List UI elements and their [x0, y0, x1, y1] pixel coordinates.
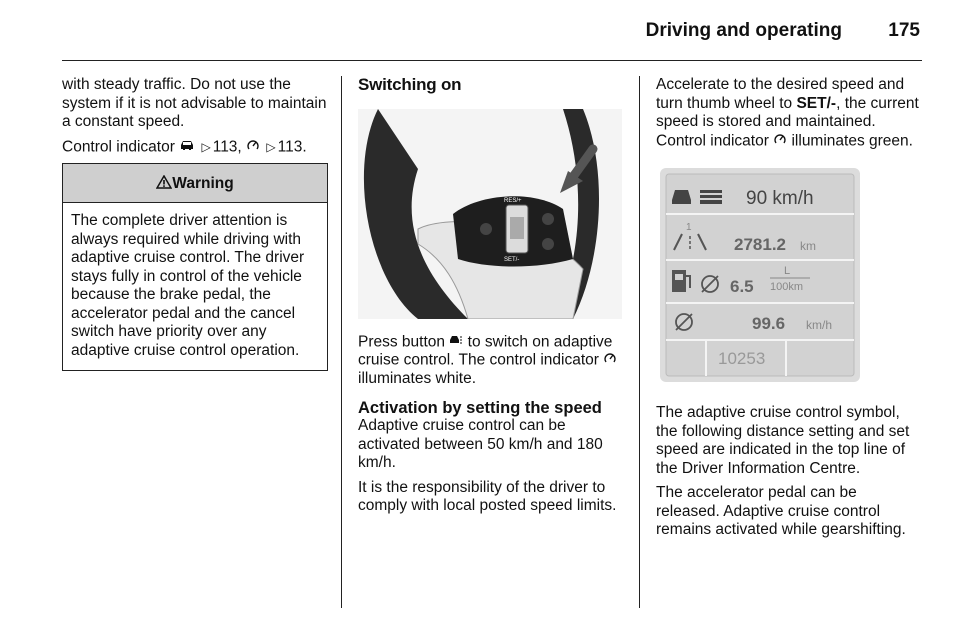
dic-average-speed: 99.6	[752, 314, 786, 334]
warning-triangle-icon	[156, 165, 172, 204]
wheel-label-res: RES/+	[504, 197, 522, 204]
dic-odometer: 10253	[718, 349, 766, 369]
page-reference-1[interactable]: 113,	[212, 137, 242, 155]
paragraph-symbol: The adaptive cruise control symbol, the following distance setting and set speed are indicated in the top line of the Driver Information Centre.	[656, 404, 910, 477]
paragraph-press-button	[358, 333, 626, 389]
accelerate-text-continued: , the current speed is stored and maintained. Control indicator	[656, 94, 919, 149]
page-header	[0, 18, 960, 48]
page-header-title: Driving and operating	[645, 20, 842, 41]
adaptive-cruise-icon	[449, 333, 463, 352]
accelerate-text: Accelerate to the desired speed and turn thumb wheel to	[656, 76, 905, 112]
column-divider-right	[639, 76, 640, 608]
steering-wheel-illustration	[358, 109, 622, 319]
cruise-control-icon	[603, 351, 617, 370]
set-label: SET/-	[796, 94, 837, 112]
page-reference-2[interactable]: 113.	[277, 137, 307, 155]
control-indicator-label: Control indicator	[62, 137, 175, 155]
warning-box	[62, 163, 328, 371]
paragraph-pedal: The accelerator pedal can be released. Adaptive cruise control remains activated while gearshifting.	[656, 484, 906, 539]
column-right	[656, 76, 924, 546]
paragraph-speed-range: Adaptive cruise control can be activated between 50 km/h and 180 km/h.	[358, 417, 603, 472]
dic-set-speed: 90 km/h	[746, 188, 814, 210]
column-divider-left	[341, 76, 342, 608]
dic-trip-distance: 2781.2	[734, 235, 786, 255]
warning-header	[63, 164, 327, 203]
wheel-label-set: SET/-	[504, 256, 520, 263]
paragraph-steady-traffic: with steady traffic. Do not use the system if it is not advisable to maintain a constant speed.	[62, 76, 327, 130]
warning-heading: Warning	[172, 175, 234, 193]
paragraph-responsibility: It is the responsibility of the driver to comply with local posted speed limits.	[358, 478, 617, 515]
dic-average-speed-unit: km/h	[806, 318, 833, 333]
driver-information-centre-display	[660, 168, 860, 382]
page-reference-icon: ▷	[266, 139, 276, 154]
press-button-text: Press button	[358, 332, 446, 350]
dic-fuel-consumption: 6.5	[730, 277, 754, 297]
press-button-text-continued: to switch on adaptive cruise control. The control indicator	[358, 332, 613, 369]
cruise-control-icon	[246, 138, 260, 157]
press-button-text-end: illuminates white.	[358, 370, 477, 388]
subsection-title-activation: Activation by setting the speed	[358, 398, 602, 417]
page-reference-icon: ▷	[201, 139, 211, 154]
dic-consumption-unit-top: L	[784, 265, 791, 278]
cruise-control-icon	[773, 132, 787, 151]
column-left	[62, 76, 330, 371]
warning-text: The complete driver attention is always required while driving with adaptive cruise control. The driver stays fully in control of the vehicle because the brake pedal, the accelerator pedal and the cancel switch have priority over any adaptive cruise control operation.	[71, 212, 305, 359]
page-number: 175	[888, 20, 920, 41]
header-rule	[62, 60, 922, 61]
accelerate-text-end: illuminates green.	[791, 131, 913, 149]
paragraph-accelerate	[656, 76, 924, 150]
column-middle	[358, 76, 626, 522]
car-icon	[179, 138, 195, 157]
dic-trip-distance-unit: km	[800, 239, 816, 254]
dic-range-digit: 1	[686, 222, 692, 234]
paragraph-control-indicator	[62, 138, 330, 157]
dic-consumption-unit-bottom: 100km	[770, 281, 804, 294]
section-title-switching-on: Switching on	[358, 75, 462, 94]
